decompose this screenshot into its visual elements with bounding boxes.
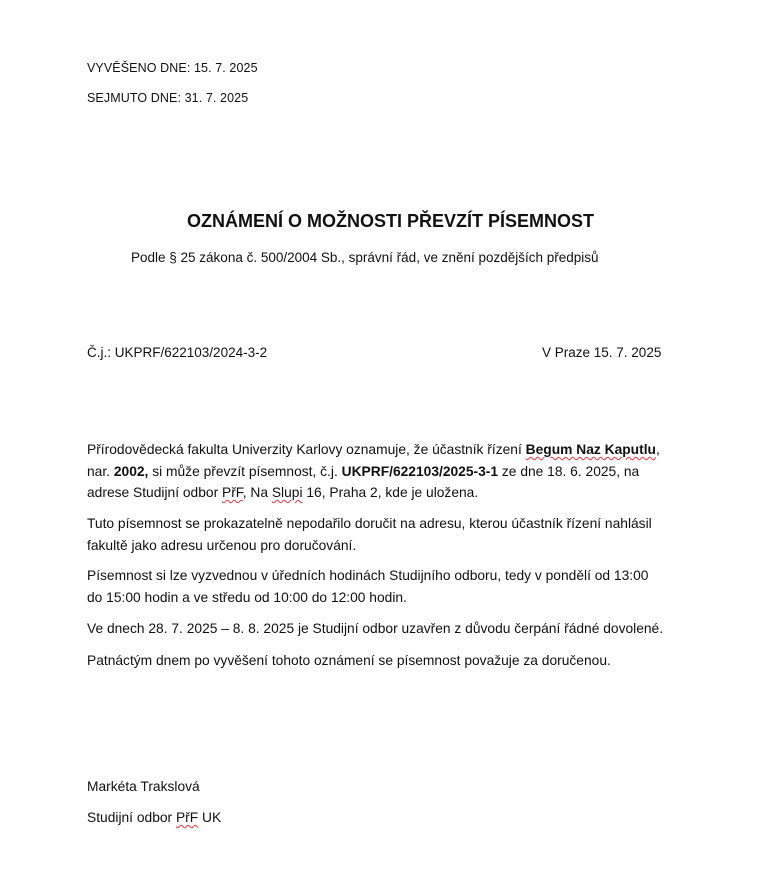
text-span: ze dne 18. 6. 2025, na: [498, 463, 640, 479]
paragraph-office-hours: [87, 565, 707, 608]
paragraph-notice-line-1: [87, 439, 707, 461]
text-span: adrese Studijní odbor: [87, 485, 222, 500]
street-name: Slupi: [271, 485, 303, 500]
text-span: si může převzít písemnost, č.j.: [148, 463, 342, 479]
birth-year: 2002,: [113, 463, 149, 479]
document-title: OZNÁMENÍ O MOŽNOSTI PŘEVZÍT PÍSEMNOST: [186, 211, 594, 231]
removed-date: SEJMUTO DNE: 31. 7. 2025: [87, 91, 249, 105]
text-span: , Na: [242, 485, 272, 500]
place-and-date: V Praze 15. 7. 2025: [542, 345, 662, 360]
paragraph-notice-line-3: [87, 482, 707, 504]
paragraph-line: do 15:00 hodin a ve středu od 10:00 do 12:00 hodin.: [87, 589, 407, 605]
participant-name: Begum Naz Kaputlu: [525, 442, 656, 457]
paragraph-notice-line-2: [87, 461, 707, 483]
signature-name: Markéta Trakslová: [87, 779, 200, 794]
text-span: Přírodovědecká fakulta Univerzity Karlovy oznamuje, že účastník řízení: [87, 442, 526, 457]
reference-number: Č.j.: UKPRF/622103/2024-3-2: [87, 345, 268, 360]
document-reference: UKPRF/622103/2025-3-1: [341, 463, 499, 479]
prf-abbreviation: PřF: [175, 810, 199, 825]
text-span: Studijní odbor: [87, 810, 176, 825]
text-span: 16, Praha 2, kde je uložena.: [302, 485, 479, 500]
paragraph-closure: Ve dnech 28. 7. 2025 – 8. 8. 2025 je Studijní odbor uzavřen z důvodu čerpání řádné dovolené.: [87, 621, 664, 636]
paragraph-line: Tuto písemnost se prokazatelně nepodařilo doručit na adresu, kterou účastník řízení nahlásil: [87, 516, 652, 531]
paragraph-delivery-failed: [87, 513, 707, 556]
text-span: nar.: [87, 463, 114, 479]
text-span: UK: [198, 810, 222, 825]
posted-date: VYVĚŠENO DNE: 15. 7. 2025: [87, 61, 258, 75]
prf-abbreviation: PřF: [222, 485, 243, 500]
text-span: ,: [655, 442, 660, 457]
legal-basis: Podle § 25 zákona č. 500/2004 Sb., správní řád, ve znění pozdějších předpisů: [131, 250, 599, 265]
paragraph-line: Písemnost si lze vyzvednou v úředních hodinách Studijního odboru, tedy v pondělí od 13:00: [87, 568, 649, 583]
paragraph-notice: [87, 439, 707, 504]
signature-department: [87, 810, 221, 825]
paragraph-line: fakultě jako adresu určenou pro doručování.: [87, 537, 357, 553]
paragraph-delivery-date: Patnáctým dnem po vyvěšení tohoto oznámení se písemnost považuje za doručenou.: [87, 653, 611, 668]
